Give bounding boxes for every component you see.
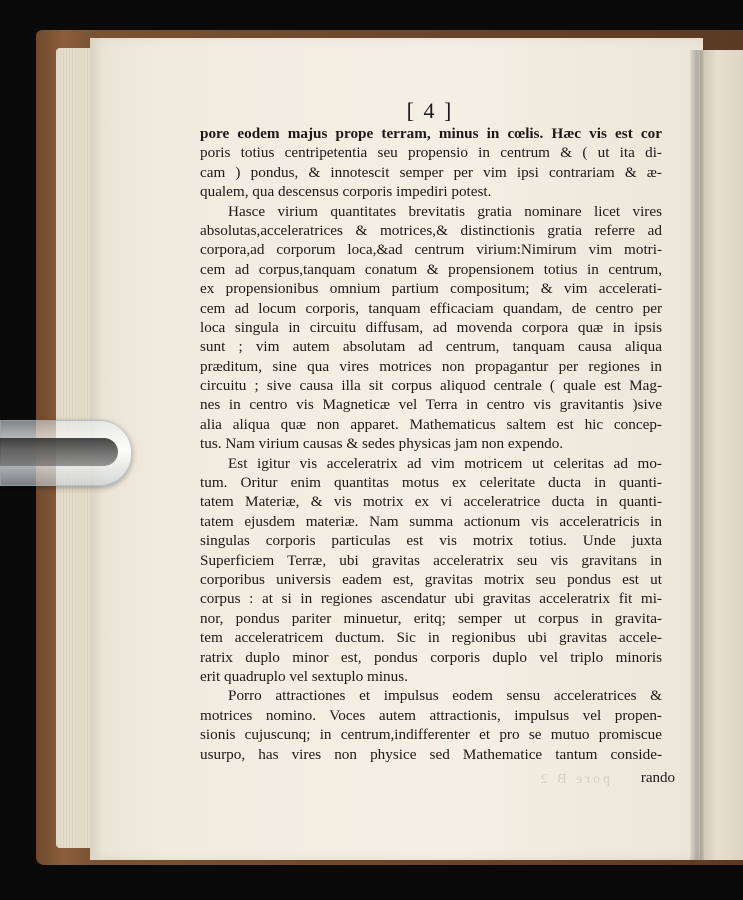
text-line: Porro attractiones et impulsus eodem sensu acceleratrices & xyxy=(228,687,662,705)
binding-gutter xyxy=(690,50,704,860)
text-line: tatem Materiæ, & vis motrix ex vi acceleratrice ducta in quanti- xyxy=(200,493,662,511)
text-line: tus. Nam virium causas & sedes physicas jam non expendo. xyxy=(200,435,564,453)
text-line: ex propensionibus omnium partium compositum; & vim accelerati- xyxy=(200,280,662,298)
page-number: [ 4 ] xyxy=(406,98,454,123)
text-line: sionis cujuscunq; in centrum,indifferenter et pro se mutuo promiscue xyxy=(200,726,662,744)
text-line: cem ad locum corporis, tanquam efficaciam quandam, de centro per xyxy=(200,299,662,317)
bleed-through-text: pore B 2 xyxy=(537,772,610,787)
text-line: pore eodem majus prope terram, minus in cœlis. Hæc vis est cor xyxy=(200,125,662,142)
text-line: corpora,ad corporum loca,&ad centrum virium:Nimirum vim motri- xyxy=(200,241,662,259)
page-clip-shadow xyxy=(0,438,118,466)
text-line: sunt ; vim autem absolutam ad centrum, tanquam causa aliqua xyxy=(200,338,662,356)
text-line: cam ) pondus, & innotescit semper per vim ipsi contrariam & æ- xyxy=(200,163,662,181)
text-line: tum. Oritur enim quantitas motus ex celeritate ducta in quanti- xyxy=(200,474,662,492)
text-line: Hasce virium quantitates brevitatis gratia nominare licet vires xyxy=(228,202,662,220)
text-line: loca singula in circuitu diffusam, ad movenda corpora quæ in ipsis xyxy=(200,318,662,336)
text-line: corporibus universis eadem est, gravitas motrix seu pondus est ut xyxy=(200,570,662,588)
text-line: alia aliqua quæ non apparet. Mathematicus saltem est hic concep- xyxy=(200,415,662,433)
text-line: nes in centro vis Magneticæ vel Terra in centro vis gravitantis )sive xyxy=(200,396,662,414)
text-line: poris totius centripetentia seu propensio in centrum & ( ut ita di- xyxy=(200,144,662,162)
text-line: absolutas,acceleratrices & motrices,& distinctionis gratia referre ad xyxy=(200,221,662,239)
text-line: motrices nomino. Voces autem attractionis, impulsus vel propen- xyxy=(200,706,662,724)
text-line: præditum, sine qua vires motrices non propagantur per regiones in xyxy=(200,357,662,375)
facing-page-edge xyxy=(700,50,743,860)
text-line: nor, pondus pariter minuetur, eritq; semper ut corpus in gravita- xyxy=(200,609,662,627)
text-line: ratrix duplo minor est, pondus corporis duplo vel triplo minoris xyxy=(200,648,662,666)
text-line: Est igitur vis acceleratrix ad vim motricem ut celeritas ad mo- xyxy=(228,454,662,472)
text-line: qualem, qua descensus corporis impediri potest. xyxy=(200,183,492,201)
text-line: Superficiem Terræ, ubi gravitas acceleratrix seu vis gravitans in xyxy=(200,551,662,569)
body-text xyxy=(200,124,662,784)
text-line: corpus : at si in regiones ascendatur ubi gravitas acceleratrix fit mi- xyxy=(200,590,662,608)
text-line: cem ad corpus,tanquam conatum & propensionem totius in centrum, xyxy=(200,260,662,278)
text-line: usurpo, has vires non physice sed Mathematice tantum conside- xyxy=(200,745,662,763)
text-line: tem acceleratricem ductum. Sic in regionibus ubi gravitas accele- xyxy=(200,629,662,647)
text-line: circuitu ; sive causa illa sit corpus aliquod centrale ( quale est Mag- xyxy=(200,377,662,395)
text-line: singulas corporis particulas est vis motrix totius. Unde juxta xyxy=(200,532,662,550)
text-line: tatem ejusdem materiæ. Nam summa actionum vis acceleratricis in xyxy=(200,512,662,530)
text-line: erit quadruplo vel sextuplo minus. xyxy=(200,667,408,685)
catchword: rando xyxy=(640,770,675,786)
